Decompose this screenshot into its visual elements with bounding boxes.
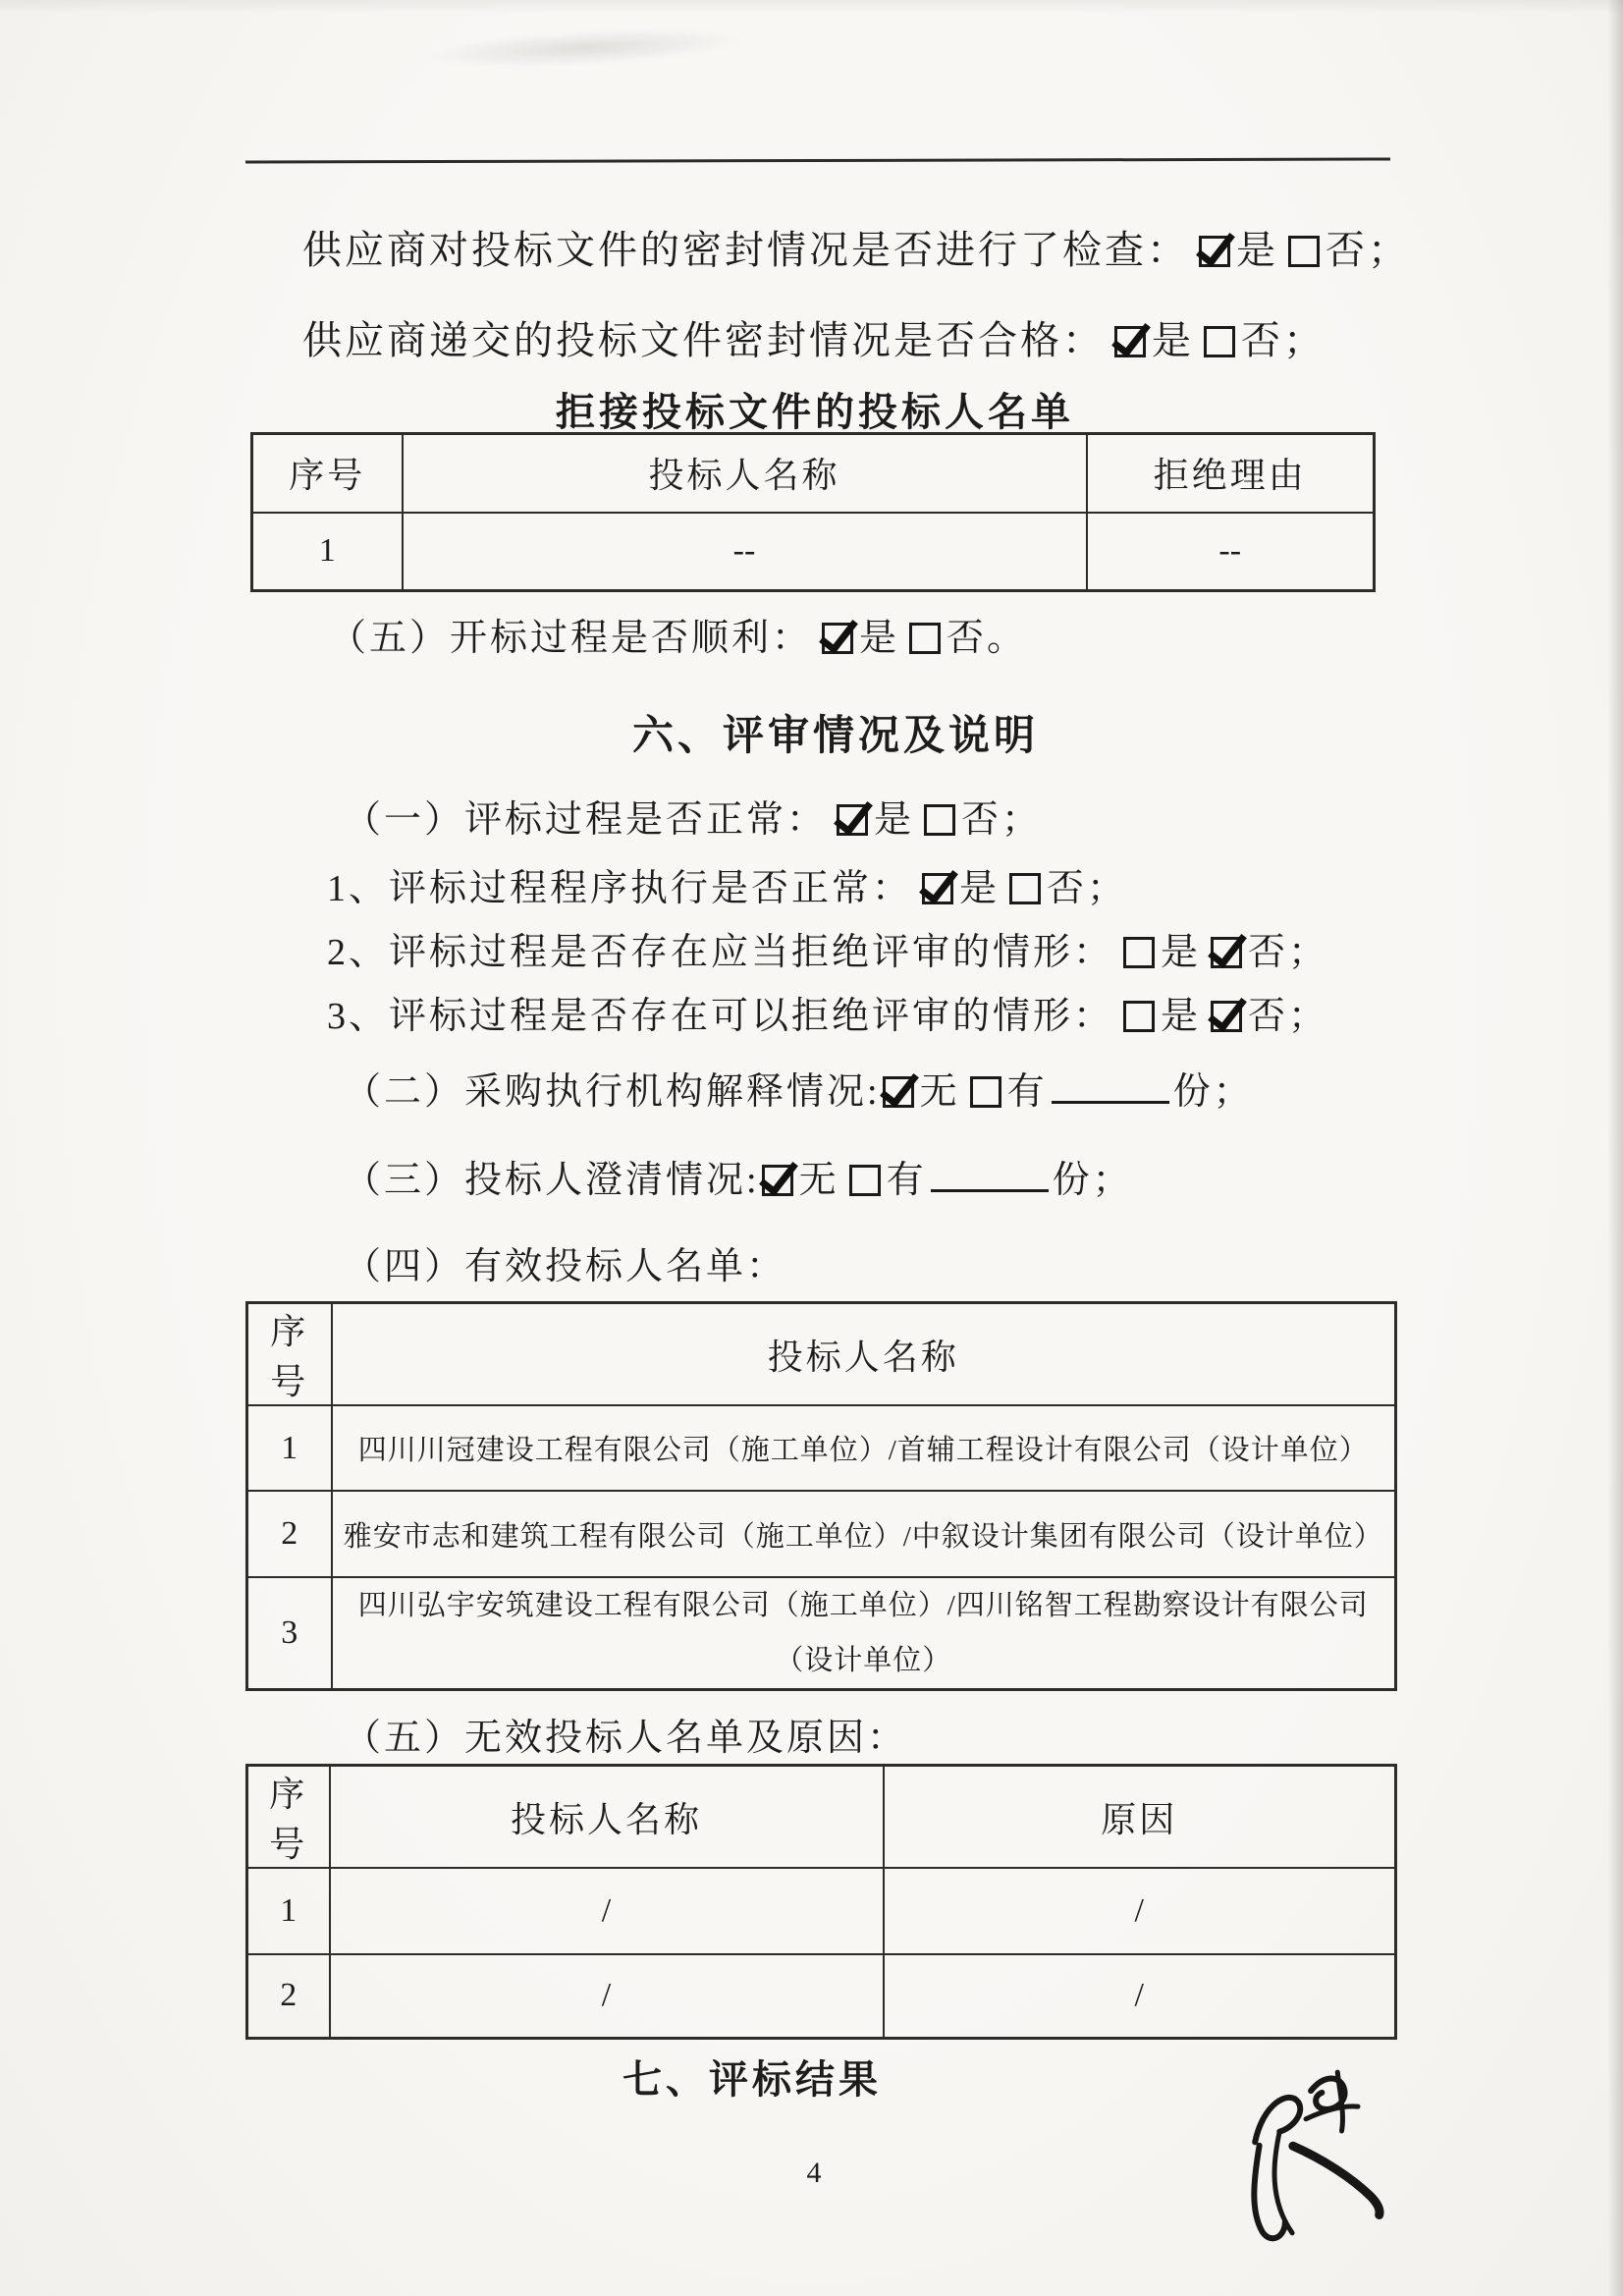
col-header-bidder-name: 投标人名称: [332, 1303, 1396, 1406]
checkbox-checked-icon: [883, 1076, 914, 1108]
statement-label: 供应商递交的投标文件密封情况是否合格：: [302, 318, 1105, 362]
checkbox-unchecked-icon: [909, 623, 941, 654]
checkbox-checked-icon: [922, 873, 953, 904]
table-row: [247, 1868, 1396, 1954]
table-header-row: [252, 434, 1375, 513]
section-seven-heading: 七、评标结果: [622, 2058, 882, 2102]
checkbox-unchecked-icon: [1123, 937, 1155, 968]
punctuation: ；: [1368, 228, 1410, 272]
cell-seq: 1: [247, 1405, 332, 1491]
no-label: 否: [1325, 228, 1368, 272]
invalid-bidders-label: （五）无效投标人名单及原因：: [344, 1718, 908, 1759]
cell-bidder-name: 四川弘宇安筑建设工程有限公司（施工单位）/四川铭智工程勘察设计有限公司（设计单位）: [332, 1577, 1396, 1690]
cell-bidder-name: /: [330, 1868, 884, 1954]
checkbox-checked-icon: [822, 623, 853, 654]
table-header-row: [247, 1766, 1396, 1869]
section-six-heading: 六、评审情况及说明: [631, 712, 1040, 758]
checkbox-checked-icon: [1211, 937, 1242, 968]
checkbox-unchecked-icon: [1009, 873, 1041, 904]
punctuation: 。: [987, 618, 1028, 659]
yes-label: 是: [959, 868, 1001, 909]
blank-count-field: [931, 1181, 1049, 1192]
rejected-bidders-table: [250, 432, 1376, 592]
statement-bid-opening-smooth: [329, 617, 1027, 662]
cell-bidder-name: /: [330, 1954, 884, 2038]
cell-seq: 3: [247, 1577, 332, 1690]
yes-label: 是: [874, 799, 915, 841]
statement-item3: [327, 995, 1328, 1040]
col-header-reason: 原因: [884, 1766, 1396, 1869]
punctuation: ；: [1092, 1160, 1133, 1201]
none-label: 无: [798, 1160, 839, 1201]
cell-seq: 2: [247, 1491, 332, 1577]
punctuation: ；: [1283, 318, 1325, 362]
col-header-seq: 序号: [252, 434, 403, 513]
cell-bidder-name: --: [403, 513, 1087, 591]
statement-label: 1、评标过程程序执行是否正常：: [327, 868, 913, 909]
checkbox-unchecked-icon: [1288, 236, 1320, 267]
checkbox-checked-icon: [1199, 236, 1230, 267]
punctuation: ；: [1213, 1071, 1254, 1113]
col-header-seq: 序号: [247, 1303, 332, 1406]
cell-reason: /: [884, 1954, 1396, 2038]
punctuation: ；: [1288, 996, 1329, 1037]
cell-reason: /: [884, 1868, 1396, 1954]
table-row: [247, 1405, 1396, 1491]
checkbox-checked-icon: [1211, 1001, 1242, 1032]
statement-seal-inspected: [302, 227, 1410, 274]
statement-item1: [327, 867, 1127, 912]
col-header-reject-reason: 拒绝理由: [1087, 434, 1375, 513]
no-label: 否: [1241, 318, 1283, 362]
table-row: [252, 513, 1375, 591]
table-header-row: [247, 1303, 1396, 1406]
valid-bidders-table: [245, 1301, 1397, 1691]
col-header-seq: 序号: [247, 1766, 330, 1869]
checkbox-unchecked-icon: [1123, 1001, 1155, 1032]
scan-smudge-artifact: [421, 23, 746, 73]
no-label: 否: [1248, 932, 1289, 973]
unit-label: 份: [1172, 1071, 1214, 1113]
page-number: 4: [806, 2157, 822, 2189]
header-rule: [245, 157, 1390, 163]
checkbox-unchecked-icon: [1204, 326, 1235, 357]
checkbox-unchecked-icon: [849, 1165, 881, 1196]
yes-label: 是: [1161, 932, 1202, 973]
have-label: 有: [1006, 1071, 1048, 1113]
statement-label: （二）采购执行机构解释情况:: [344, 1071, 881, 1113]
unit-label: 份: [1052, 1160, 1093, 1201]
cell-reject-reason: --: [1087, 513, 1375, 591]
statement-label: 2、评标过程是否存在应当拒绝评审的情形：: [327, 932, 1114, 973]
punctuation: ；: [1288, 932, 1329, 973]
table-row: [247, 1954, 1396, 2038]
checkbox-checked-icon: [837, 804, 868, 836]
cell-seq: 2: [247, 1954, 330, 2038]
have-label: 有: [886, 1160, 927, 1201]
statement-label: （三）投标人澄清情况:: [344, 1160, 760, 1201]
checkbox-unchecked-icon: [970, 1076, 1001, 1108]
statement-agency-explanation: [344, 1070, 1254, 1116]
statement-label: （一）评标过程是否正常：: [344, 799, 828, 841]
statement-bidder-clarification: [344, 1159, 1133, 1204]
yes-label: 是: [1236, 228, 1278, 272]
checkbox-checked-icon: [1114, 326, 1146, 357]
handwritten-signature: [1189, 2040, 1421, 2271]
statement-label: 3、评标过程是否存在可以拒绝评审的情形：: [327, 996, 1114, 1037]
no-label: 否: [1047, 868, 1088, 909]
cell-bidder-name: 四川川冠建设工程有限公司（施工单位）/首辅工程设计有限公司（设计单位）: [332, 1405, 1396, 1491]
statement-label: 供应商对投标文件的密封情况是否进行了检查：: [302, 228, 1189, 272]
checkbox-checked-icon: [762, 1165, 793, 1196]
no-label: 否: [1248, 996, 1289, 1037]
col-header-bidder-name: 投标人名称: [330, 1766, 884, 1869]
cell-seq: 1: [252, 513, 403, 591]
statement-seal-qualified: [302, 317, 1325, 364]
table-row: [247, 1491, 1396, 1577]
none-label: 无: [919, 1071, 960, 1113]
col-header-bidder-name: 投标人名称: [403, 434, 1087, 513]
statement-eval-process-normal: [344, 798, 1042, 844]
table-row: [247, 1577, 1396, 1690]
valid-bidders-label: （四）有效投标人名单：: [344, 1246, 787, 1287]
yes-label: 是: [1152, 318, 1194, 362]
yes-label: 是: [1161, 996, 1202, 1037]
punctuation: ；: [1087, 868, 1128, 909]
invalid-bidders-table: [245, 1764, 1397, 2040]
blank-count-field: [1052, 1093, 1169, 1104]
punctuation: ；: [1001, 799, 1043, 841]
statement-label: （五）开标过程是否顺利：: [329, 618, 813, 659]
cell-bidder-name: 雅安市志和建筑工程有限公司（施工单位）/中叙设计集团有限公司（设计单位）: [332, 1491, 1396, 1577]
no-label: 否: [947, 618, 988, 659]
no-label: 否: [961, 799, 1002, 841]
checkbox-unchecked-icon: [924, 804, 955, 836]
cell-seq: 1: [247, 1868, 330, 1954]
rejected-table-title: 拒接投标文件的投标人名单: [556, 391, 1074, 434]
statement-item2: [327, 931, 1328, 976]
yes-label: 是: [859, 618, 900, 659]
